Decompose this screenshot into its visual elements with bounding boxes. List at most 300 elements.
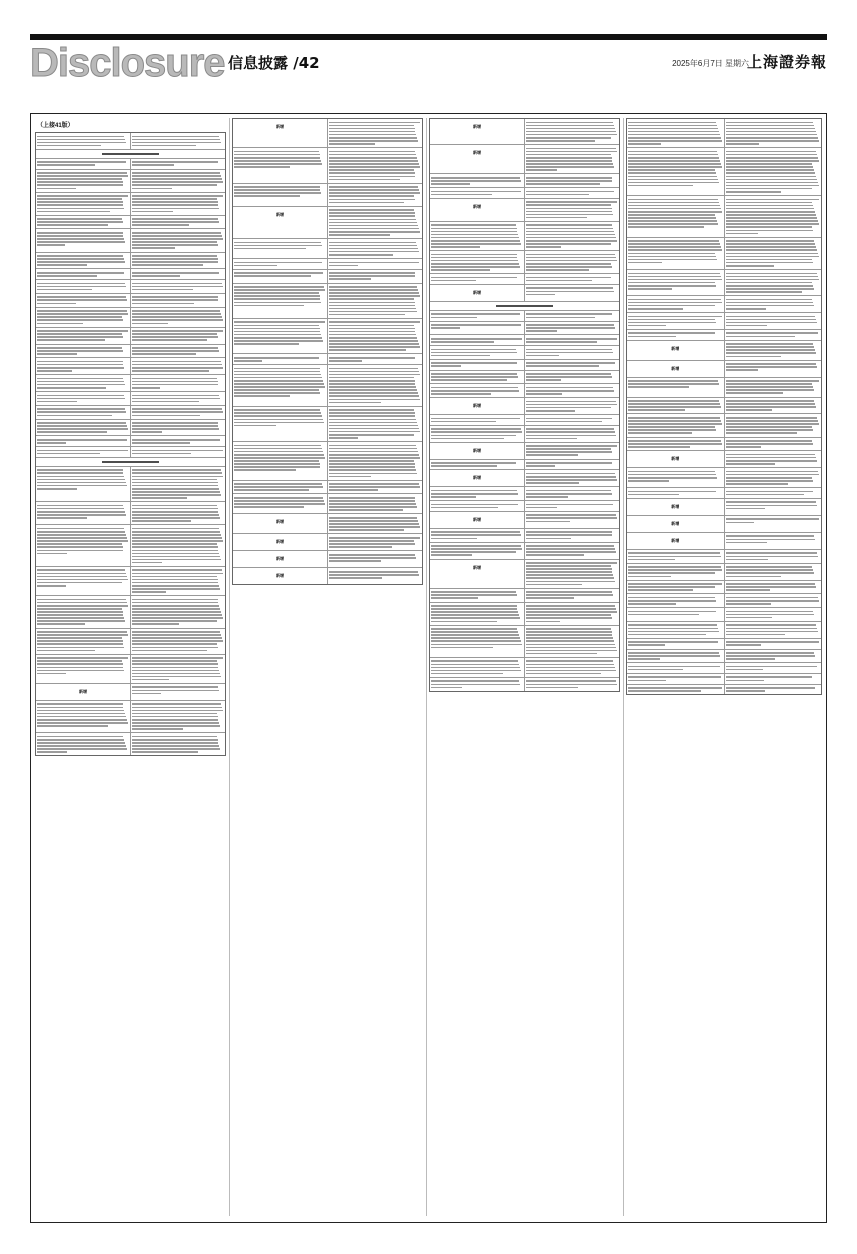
after-revision-cell bbox=[724, 438, 822, 451]
table-row bbox=[430, 470, 619, 487]
table-row bbox=[627, 270, 821, 296]
before-revision-cell bbox=[36, 420, 130, 436]
text-line bbox=[628, 477, 717, 479]
text-line bbox=[628, 552, 720, 554]
text-line bbox=[726, 508, 766, 510]
text-line bbox=[628, 406, 721, 408]
text-line bbox=[526, 410, 575, 412]
before-revision-cell bbox=[627, 685, 724, 695]
text-line bbox=[37, 739, 124, 741]
text-line bbox=[628, 220, 717, 222]
text-line bbox=[431, 224, 516, 226]
text-line bbox=[132, 482, 218, 484]
text-line bbox=[726, 276, 819, 278]
text-line bbox=[37, 387, 106, 389]
text-line bbox=[526, 148, 616, 150]
comparison-table-4 bbox=[626, 118, 822, 695]
text-line bbox=[628, 128, 718, 130]
text-line bbox=[329, 386, 416, 388]
text-line bbox=[132, 605, 219, 607]
before-revision-cell bbox=[36, 701, 130, 732]
after-revision-cell bbox=[327, 534, 422, 550]
text-line bbox=[132, 505, 217, 507]
text-line bbox=[431, 680, 519, 682]
text-line bbox=[132, 367, 223, 369]
text-line bbox=[628, 302, 722, 304]
after-revision-cell bbox=[524, 603, 619, 625]
text-line bbox=[37, 703, 123, 705]
after-revision-cell bbox=[524, 311, 619, 321]
text-line bbox=[329, 428, 419, 430]
after-revision-cell bbox=[524, 188, 619, 198]
text-line bbox=[234, 454, 324, 456]
text-line bbox=[37, 569, 125, 571]
text-line bbox=[37, 602, 127, 604]
text-line bbox=[628, 246, 721, 248]
table-row bbox=[233, 568, 422, 584]
text-line bbox=[726, 163, 813, 165]
text-line bbox=[37, 631, 127, 633]
after-revision-cell bbox=[724, 516, 822, 532]
new-clause-label: 新增 bbox=[671, 456, 680, 462]
text-line bbox=[726, 603, 771, 605]
before-revision-cell bbox=[430, 274, 524, 284]
text-line bbox=[37, 719, 127, 721]
table-row bbox=[36, 375, 225, 392]
text-line bbox=[628, 474, 716, 476]
column-divider bbox=[426, 118, 427, 1216]
text-line bbox=[628, 624, 717, 626]
table-row bbox=[430, 188, 619, 199]
text-line bbox=[628, 319, 715, 321]
text-line bbox=[628, 325, 666, 327]
text-line bbox=[329, 160, 418, 162]
text-line bbox=[132, 514, 219, 516]
text-line bbox=[329, 571, 418, 573]
text-line bbox=[726, 336, 796, 338]
text-line bbox=[526, 473, 615, 475]
text-line bbox=[37, 553, 67, 555]
text-line bbox=[132, 313, 221, 315]
text-line bbox=[37, 667, 123, 669]
before-revision-cell bbox=[36, 733, 130, 755]
table-row bbox=[627, 581, 821, 595]
text-line bbox=[726, 233, 758, 235]
text-line bbox=[726, 325, 768, 327]
text-line bbox=[431, 257, 517, 259]
text-line bbox=[37, 736, 123, 738]
text-line bbox=[726, 505, 818, 507]
after-revision-cell bbox=[724, 488, 822, 498]
before-revision-cell bbox=[430, 145, 524, 173]
text-line bbox=[37, 620, 125, 622]
after-revision-cell bbox=[327, 365, 422, 406]
text-line bbox=[526, 387, 613, 389]
new-clause-label: 新增 bbox=[276, 519, 284, 525]
text-line bbox=[431, 191, 521, 193]
newspaper-name: 上海證券報 bbox=[746, 53, 827, 71]
after-revision-cell bbox=[130, 253, 225, 269]
text-line bbox=[234, 295, 320, 297]
text-line bbox=[329, 215, 415, 217]
text-line bbox=[526, 257, 616, 259]
text-line bbox=[329, 520, 418, 522]
text-line bbox=[431, 324, 521, 326]
text-line bbox=[132, 497, 187, 499]
text-line bbox=[431, 240, 520, 242]
text-line bbox=[526, 277, 611, 279]
text-line bbox=[37, 175, 128, 177]
text-line bbox=[132, 195, 223, 197]
text-line bbox=[628, 253, 715, 255]
text-line bbox=[526, 594, 613, 596]
after-revision-cell bbox=[327, 207, 422, 238]
before-revision-cell bbox=[430, 199, 524, 221]
after-revision-cell bbox=[724, 639, 822, 649]
text-line bbox=[526, 134, 617, 136]
text-line bbox=[234, 469, 296, 471]
table-row bbox=[430, 371, 619, 385]
after-revision-cell bbox=[524, 426, 619, 442]
text-line bbox=[329, 557, 416, 559]
before-revision-cell bbox=[627, 238, 724, 269]
text-line bbox=[132, 381, 218, 383]
table-row bbox=[36, 193, 225, 216]
text-line bbox=[132, 450, 223, 452]
text-line bbox=[329, 577, 382, 579]
before-revision-cell bbox=[430, 626, 524, 657]
text-line bbox=[526, 365, 599, 367]
text-line bbox=[431, 660, 518, 662]
text-line bbox=[329, 437, 358, 439]
before-revision-cell bbox=[233, 481, 327, 494]
new-clause-label: 新增 bbox=[473, 289, 481, 295]
text-line bbox=[526, 581, 615, 583]
text-line bbox=[132, 172, 220, 174]
table-row bbox=[36, 170, 225, 193]
before-revision-cell bbox=[627, 564, 724, 580]
before-revision-cell bbox=[430, 222, 524, 250]
text-line bbox=[37, 195, 128, 197]
text-line bbox=[628, 634, 706, 636]
before-revision-cell bbox=[627, 378, 724, 397]
text-line bbox=[329, 486, 420, 488]
before-revision-cell bbox=[430, 398, 524, 414]
text-line bbox=[329, 506, 417, 508]
after-revision-cell bbox=[130, 701, 225, 732]
text-line bbox=[526, 287, 613, 289]
text-line bbox=[37, 336, 123, 338]
text-line bbox=[132, 431, 162, 433]
after-revision-cell bbox=[524, 145, 619, 173]
after-revision-cell bbox=[724, 685, 822, 695]
text-line bbox=[329, 151, 415, 153]
text-line bbox=[132, 387, 160, 389]
text-line bbox=[234, 486, 323, 488]
text-line bbox=[37, 745, 126, 747]
text-line bbox=[132, 748, 220, 750]
table-row bbox=[430, 426, 619, 443]
text-line bbox=[37, 582, 122, 584]
text-line bbox=[329, 292, 419, 294]
text-line bbox=[628, 641, 718, 643]
text-line bbox=[431, 269, 490, 271]
text-line bbox=[37, 514, 126, 516]
text-line bbox=[132, 631, 220, 633]
text-line bbox=[526, 180, 612, 182]
text-line bbox=[329, 234, 390, 236]
text-line bbox=[726, 208, 815, 210]
new-clause-label: 新增 bbox=[79, 688, 87, 694]
after-revision-cell bbox=[130, 467, 225, 501]
after-revision-cell bbox=[724, 270, 822, 295]
text-line bbox=[37, 670, 124, 672]
text-line bbox=[726, 471, 819, 473]
text-line bbox=[628, 202, 719, 204]
before-revision-cell bbox=[233, 239, 327, 258]
before-revision-cell bbox=[430, 174, 524, 187]
text-line bbox=[526, 208, 612, 210]
text-line bbox=[726, 262, 814, 264]
after-revision-cell bbox=[327, 442, 422, 480]
text-line bbox=[726, 690, 766, 692]
text-line bbox=[526, 660, 613, 662]
text-line bbox=[526, 140, 595, 142]
text-line bbox=[431, 670, 521, 672]
text-line bbox=[234, 357, 319, 359]
text-line bbox=[132, 330, 223, 332]
after-revision-cell bbox=[524, 589, 619, 602]
after-revision-cell bbox=[724, 414, 822, 436]
after-revision-cell bbox=[130, 216, 225, 229]
text-line bbox=[526, 631, 612, 633]
comparison-table-2 bbox=[232, 118, 423, 585]
text-line bbox=[132, 713, 217, 715]
text-line bbox=[37, 261, 125, 263]
text-line bbox=[526, 650, 617, 652]
text-line bbox=[132, 401, 199, 403]
text-line bbox=[234, 305, 304, 307]
table-row bbox=[36, 684, 225, 701]
table-row bbox=[627, 341, 821, 361]
text-line bbox=[628, 471, 715, 473]
text-line bbox=[37, 198, 122, 200]
text-line bbox=[37, 319, 123, 321]
text-line bbox=[628, 137, 721, 139]
text-line bbox=[526, 421, 602, 423]
text-line bbox=[132, 679, 169, 681]
text-line bbox=[628, 305, 715, 307]
table-row bbox=[36, 392, 225, 406]
table-row bbox=[430, 251, 619, 274]
before-revision-cell bbox=[627, 663, 724, 673]
text-line bbox=[37, 517, 87, 519]
text-line bbox=[329, 526, 420, 528]
text-line bbox=[526, 151, 617, 153]
text-line bbox=[726, 273, 818, 275]
before-revision-cell bbox=[36, 269, 130, 279]
before-revision-cell bbox=[36, 253, 130, 269]
text-line bbox=[628, 226, 704, 228]
section-row-line bbox=[36, 150, 225, 158]
text-line bbox=[132, 323, 168, 325]
text-line bbox=[329, 302, 415, 304]
text-line bbox=[726, 131, 817, 133]
text-line bbox=[234, 377, 322, 379]
text-line bbox=[431, 317, 477, 319]
text-line bbox=[628, 426, 715, 428]
text-line bbox=[329, 415, 415, 417]
text-line bbox=[329, 325, 414, 327]
text-line bbox=[526, 338, 617, 340]
text-line bbox=[431, 462, 516, 464]
text-line bbox=[726, 259, 813, 261]
before-revision-cell bbox=[627, 468, 724, 487]
text-line bbox=[132, 540, 223, 542]
after-revision-cell bbox=[327, 270, 422, 283]
text-line bbox=[37, 330, 128, 332]
text-line bbox=[329, 425, 418, 427]
table-row bbox=[36, 567, 225, 596]
text-line bbox=[628, 652, 719, 654]
text-line bbox=[132, 676, 221, 678]
text-line bbox=[726, 611, 814, 613]
text-line bbox=[726, 644, 762, 646]
text-line bbox=[234, 489, 309, 491]
text-line bbox=[431, 362, 517, 364]
text-line bbox=[234, 360, 262, 362]
table-row bbox=[627, 196, 821, 238]
text-line bbox=[329, 228, 419, 230]
table-row bbox=[430, 589, 619, 603]
text-line bbox=[329, 445, 416, 447]
text-line bbox=[132, 553, 219, 555]
text-line bbox=[132, 261, 218, 263]
text-line bbox=[628, 172, 716, 174]
text-line bbox=[37, 453, 100, 455]
text-line bbox=[329, 574, 419, 576]
text-line bbox=[526, 571, 612, 573]
text-line bbox=[526, 577, 614, 579]
text-line bbox=[37, 657, 128, 659]
text-line bbox=[726, 552, 818, 554]
after-revision-cell bbox=[524, 678, 619, 691]
after-revision-cell bbox=[524, 658, 619, 677]
text-line bbox=[132, 479, 217, 481]
before-revision-cell bbox=[36, 358, 130, 374]
text-line bbox=[132, 208, 219, 210]
table-row bbox=[430, 311, 619, 322]
text-line bbox=[234, 328, 320, 330]
table-row bbox=[36, 216, 225, 230]
text-line bbox=[234, 457, 325, 459]
text-line bbox=[37, 172, 127, 174]
text-line bbox=[726, 652, 815, 654]
text-line bbox=[726, 556, 819, 558]
text-line bbox=[526, 349, 612, 351]
section-heading-line bbox=[496, 305, 552, 307]
text-line bbox=[329, 199, 415, 201]
text-line bbox=[431, 183, 470, 185]
text-line bbox=[526, 352, 613, 354]
text-line bbox=[37, 531, 125, 533]
text-line bbox=[132, 247, 175, 249]
text-line bbox=[132, 534, 221, 536]
text-line bbox=[628, 285, 716, 287]
text-line bbox=[431, 421, 496, 423]
text-line bbox=[628, 262, 662, 264]
text-line bbox=[526, 611, 617, 613]
text-line bbox=[329, 392, 418, 394]
after-revision-cell bbox=[724, 238, 822, 269]
text-line bbox=[132, 517, 220, 519]
text-line bbox=[726, 191, 782, 193]
text-line bbox=[526, 266, 612, 268]
text-line bbox=[628, 589, 693, 591]
before-revision-cell bbox=[233, 551, 327, 567]
text-line bbox=[329, 328, 415, 330]
table-row bbox=[430, 302, 619, 311]
text-line bbox=[329, 192, 420, 194]
text-line bbox=[726, 400, 815, 402]
text-line bbox=[37, 323, 83, 325]
text-line bbox=[329, 371, 419, 373]
text-line bbox=[329, 166, 420, 168]
after-revision-cell bbox=[130, 358, 225, 374]
section-row-line bbox=[430, 302, 619, 310]
text-line bbox=[726, 308, 767, 310]
text-line bbox=[726, 666, 818, 668]
text-line bbox=[526, 404, 617, 406]
text-line bbox=[628, 125, 717, 127]
text-line bbox=[132, 491, 220, 493]
text-line bbox=[628, 556, 721, 558]
table-row bbox=[627, 499, 821, 516]
text-line bbox=[329, 497, 415, 499]
after-revision-cell bbox=[724, 468, 822, 487]
text-line bbox=[234, 298, 320, 300]
before-revision-cell bbox=[627, 581, 724, 594]
text-line bbox=[526, 507, 557, 509]
after-revision-cell bbox=[724, 398, 822, 414]
table-row bbox=[233, 481, 422, 495]
before-revision-cell bbox=[627, 488, 724, 498]
text-line bbox=[234, 189, 320, 191]
text-line bbox=[431, 507, 498, 509]
text-line bbox=[132, 511, 218, 513]
text-line bbox=[234, 415, 322, 417]
text-line bbox=[132, 370, 209, 372]
text-line bbox=[726, 188, 813, 190]
after-revision-cell bbox=[524, 626, 619, 657]
text-line bbox=[628, 680, 666, 682]
text-line bbox=[726, 539, 816, 541]
text-line bbox=[132, 364, 222, 366]
text-line bbox=[329, 154, 416, 156]
text-line bbox=[526, 621, 560, 623]
before-revision-cell bbox=[36, 170, 130, 192]
text-line bbox=[132, 620, 217, 622]
text-line bbox=[329, 422, 417, 424]
text-line bbox=[132, 469, 221, 471]
text-line bbox=[132, 188, 172, 190]
text-line bbox=[329, 434, 414, 436]
text-line bbox=[37, 599, 126, 601]
table-row bbox=[36, 436, 225, 447]
text-line bbox=[628, 423, 722, 425]
text-line bbox=[329, 265, 358, 267]
text-line bbox=[329, 295, 420, 297]
